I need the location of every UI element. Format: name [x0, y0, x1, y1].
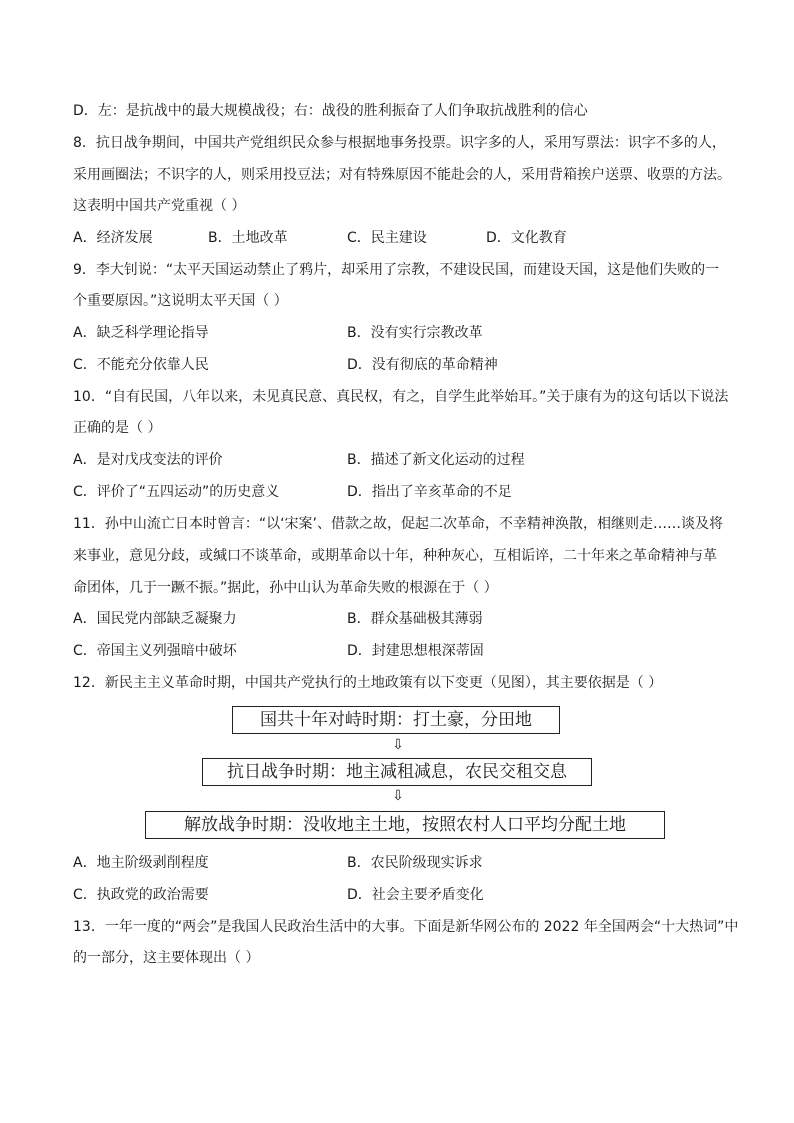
q8-option-c: C．民主建设 — [347, 230, 427, 246]
q12-option-d: D．社会主要矛盾变化 — [347, 887, 484, 903]
q9-option-d: D．没有彻底的革命精神 — [347, 357, 498, 373]
q11-stem-line-2: 来事业，意见分歧，或缄口不谈革命，或期革命以十年，种种灰心，互相诟谇，二十年来之革命精神与革 — [73, 548, 717, 564]
q9-option-b: B．没有实行宗教改革 — [347, 325, 483, 341]
flow-arrow-down-icon: ⇩ — [392, 737, 404, 753]
q11-stem-line-1: 11．孙中山流亡日本时曾言：“以‘宋案’、借款之故，促起二次革命，不幸精神涣散，相继则走……谈及将 — [73, 516, 723, 532]
q13-stem-line-2: 的一部分，这主要体现出（ ） — [73, 950, 260, 966]
q11-stem-line-3: 命团体，几于一蹶不振。”据此，孙中山认为革命失败的根源在于（ ） — [73, 580, 498, 596]
q10-option-b: B．描述了新文化运动的过程 — [347, 452, 525, 468]
q10-stem-line-1: 10．“自有民国，八年以来，未见真民意、真民权，有之，自学生此举始耳。”关于康有为的这句话以下说法 — [73, 389, 729, 405]
q8-stem-line-1: 8．抗日战争期间，中国共产党组织民众参与根据地事务投票。识字多的人，采用写票法：识字不多的人， — [73, 135, 726, 151]
q10-option-d: D．指出了辛亥革命的不足 — [347, 484, 512, 500]
flow-box-ten-year-confrontation: 国共十年对峙时期：打土豪，分田地 — [232, 706, 560, 734]
q12-stem-line-1: 12．新民主主义革命时期，中国共产党执行的土地政策有以下变更（见图），其主要依据是（ ） — [73, 675, 663, 691]
q12-option-b: B．农民阶级现实诉求 — [347, 855, 483, 871]
q11-option-d: D．封建思想根深蒂固 — [347, 643, 484, 659]
q10-option-c: C．评价了“五四运动”的历史意义 — [73, 484, 280, 500]
q11-option-a: A．国民党内部缺乏凝聚力 — [73, 611, 237, 627]
q11-option-b: B．群众基础极其薄弱 — [347, 611, 483, 627]
q9-stem-line-2: 个重要原因。”这说明太平天国（ ） — [73, 293, 288, 309]
q8-stem-line-2: 采用画圈法；不识字的人，则采用投豆法；对有特殊原因不能赴会的人，采用背箱挨户送票、收票的方法。 — [73, 167, 731, 183]
q8-option-b: B．土地改革 — [208, 230, 288, 246]
q9-option-a: A．缺乏科学理论指导 — [73, 325, 209, 341]
flow-arrow-down-icon: ⇩ — [392, 788, 404, 804]
flow-box-liberation-war: 解放战争时期：没收地主土地，按照农村人口平均分配土地 — [145, 811, 665, 839]
q9-option-c: C．不能充分依靠人民 — [73, 357, 209, 373]
q10-stem-line-2: 正确的是（ ） — [73, 420, 162, 436]
q11-option-c: C．帝国主义列强暗中破坏 — [73, 643, 237, 659]
q7-option-d: D．左：是抗战中的最大规模战役；右：战役的胜利振奋了人们争取抗战胜利的信心 — [73, 103, 588, 119]
q12-option-a: A．地主阶级剥削程度 — [73, 855, 209, 871]
q8-option-d: D．文化教育 — [486, 230, 567, 246]
flow-box-anti-japanese-war: 抗日战争时期：地主减租减息，农民交租交息 — [202, 758, 592, 786]
q9-stem-line-1: 9．李大钊说：“太平天国运动禁止了鸦片，却采用了宗教，不建设民国，而建设天国，这是他们失败的一 — [73, 262, 720, 278]
q12-option-c: C．执政党的政治需要 — [73, 887, 209, 903]
q8-stem-line-3: 这表明中国共产党重视（ ） — [73, 198, 246, 214]
q10-option-a: A．是对戊戌变法的评价 — [73, 452, 223, 468]
q13-stem-line-1: 13．一年一度的“两会”是我国人民政治生活中的大事。下面是新华网公布的 2022 年全国两会“十大热词”中 — [73, 919, 739, 935]
q8-option-a: A．经济发展 — [73, 230, 153, 246]
